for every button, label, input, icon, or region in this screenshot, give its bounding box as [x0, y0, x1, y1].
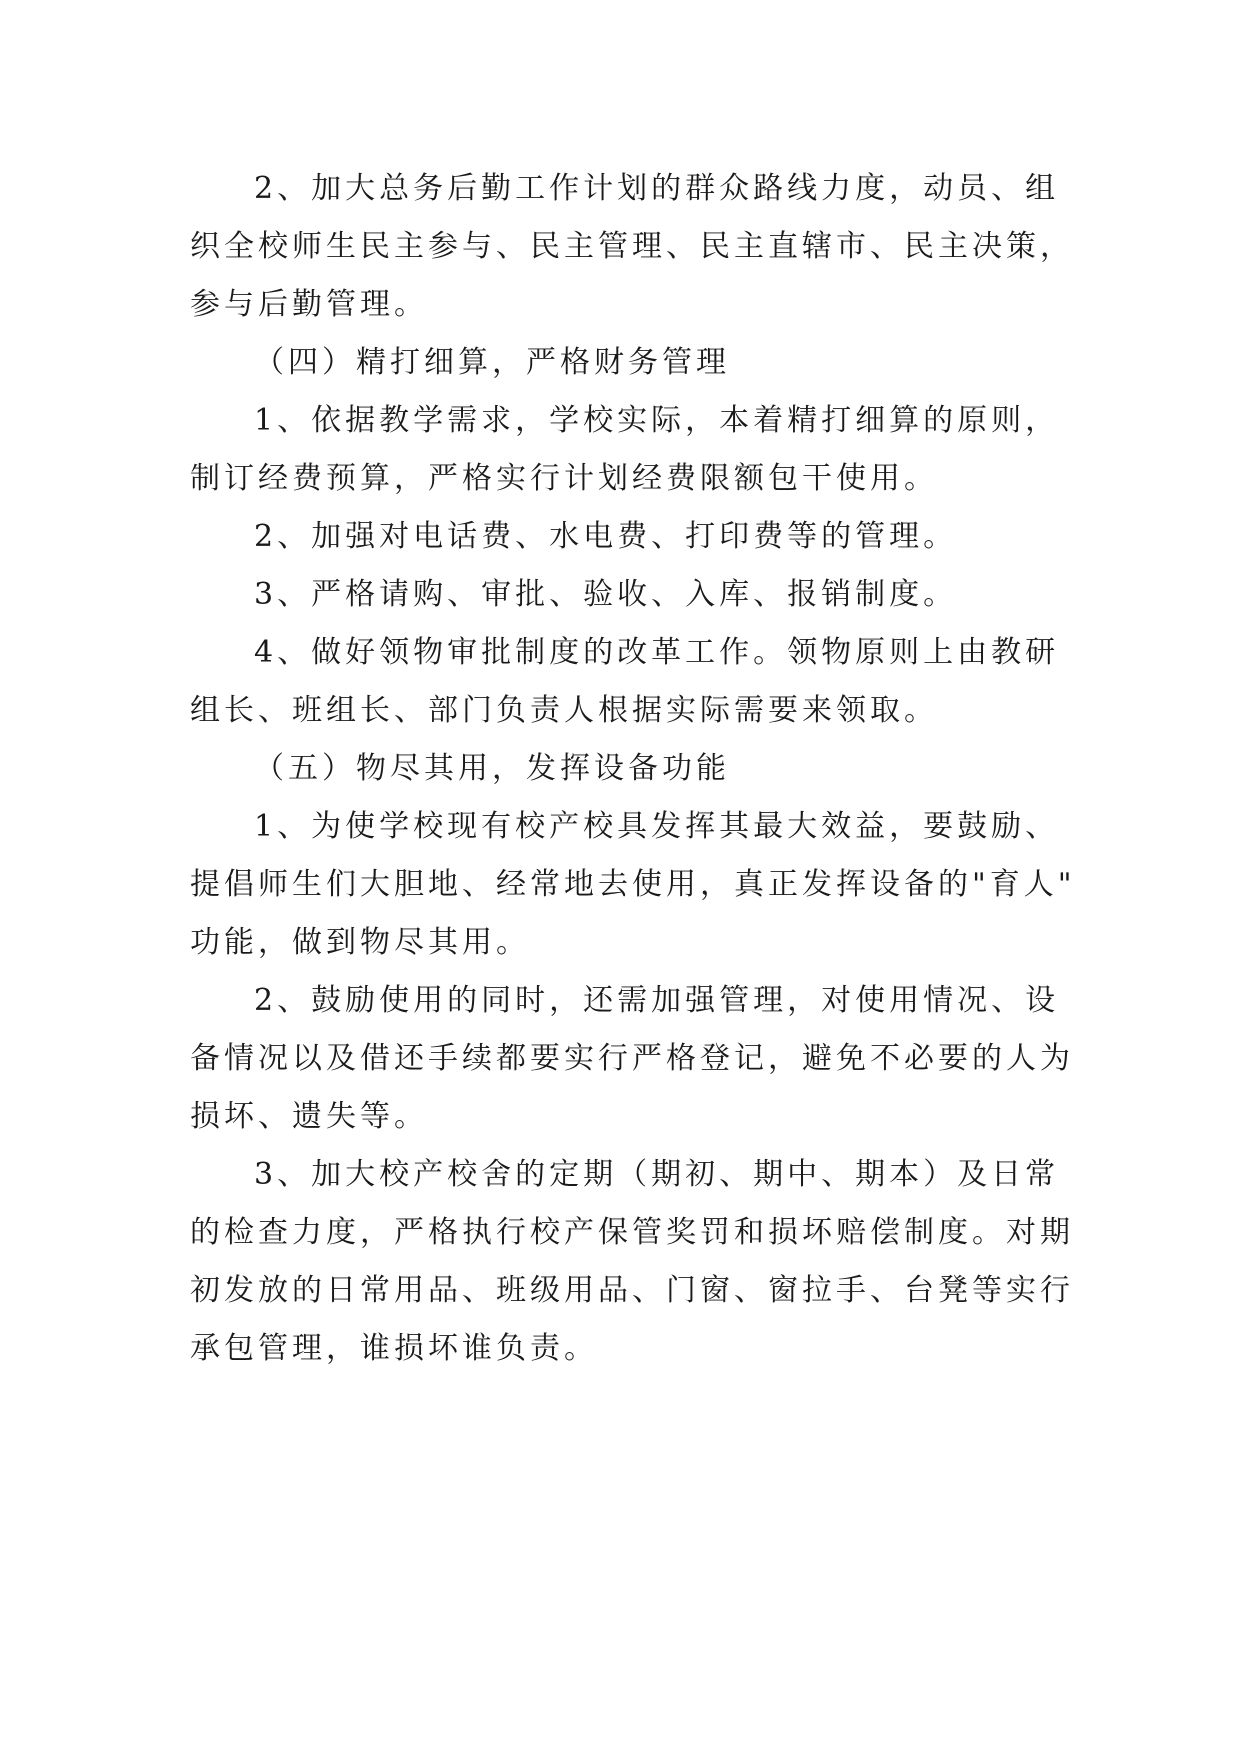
text-line: 参与后勤管理。: [190, 287, 428, 322]
text-line: 4、做好领物审批制度的改革工作。领物原则上由教研: [254, 635, 1060, 670]
text-line: 的检查力度，严格执行校产保管奖罚和损坏赔偿制度。对期: [190, 1215, 1074, 1250]
text-line: 制订经费预算，严格实行计划经费限额包干使用。: [190, 461, 938, 496]
paragraph-4-requisition: [190, 624, 1060, 740]
paragraph-2-mass-line: [190, 160, 1074, 334]
text-line: 1、依据教学需求，学校实际，本着精打细算的原则，: [254, 403, 1060, 438]
text-line: 2、鼓励使用的同时，还需加强管理，对使用情况、设: [254, 983, 1060, 1018]
text-line: 3、严格请购、审批、验收、入库、报销制度。: [254, 577, 958, 612]
text-line: 织全校师生民主参与、民主管理、民主直辖市、民主决策，: [190, 229, 1074, 264]
text-line: 组长、班组长、部门负责人根据实际需要来领取。: [190, 693, 938, 728]
document-body: [190, 160, 1076, 1378]
text-line: 2、加大总务后勤工作计划的群众路线力度，动员、组: [254, 171, 1060, 206]
text-line: 承包管理，谁损坏谁负责。: [190, 1331, 598, 1366]
text-line: 功能，做到物尽其用。: [190, 925, 530, 960]
text-line: 损坏、遗失等。: [190, 1099, 428, 1134]
section-heading-4: （四）精打细算，严格财务管理: [254, 345, 730, 380]
text-line: 1、为使学校现有校产校具发挥其最大效益，要鼓励、: [254, 809, 1060, 844]
paragraph-1-budget: [190, 392, 1060, 508]
paragraph-2-fees: [190, 508, 1060, 566]
paragraph-3-procurement: [190, 566, 1060, 624]
section-heading-5: （五）物尽其用，发挥设备功能: [254, 751, 730, 786]
paragraph-2-management: [190, 972, 1074, 1146]
text-line: 提倡师生们大胆地、经常地去使用，真正发挥设备的"育人": [190, 867, 1076, 902]
paragraph-1-usage: [190, 798, 1076, 972]
paragraph-3-inspection: [190, 1146, 1074, 1378]
text-line: 备情况以及借还手续都要实行严格登记，避免不必要的人为: [190, 1041, 1074, 1076]
text-line: 2、加强对电话费、水电费、打印费等的管理。: [254, 519, 958, 554]
text-line: 3、加大校产校舍的定期（期初、期中、期本）及日常: [254, 1157, 1060, 1192]
text-line: 初发放的日常用品、班级用品、门窗、窗拉手、台凳等实行: [190, 1273, 1074, 1308]
